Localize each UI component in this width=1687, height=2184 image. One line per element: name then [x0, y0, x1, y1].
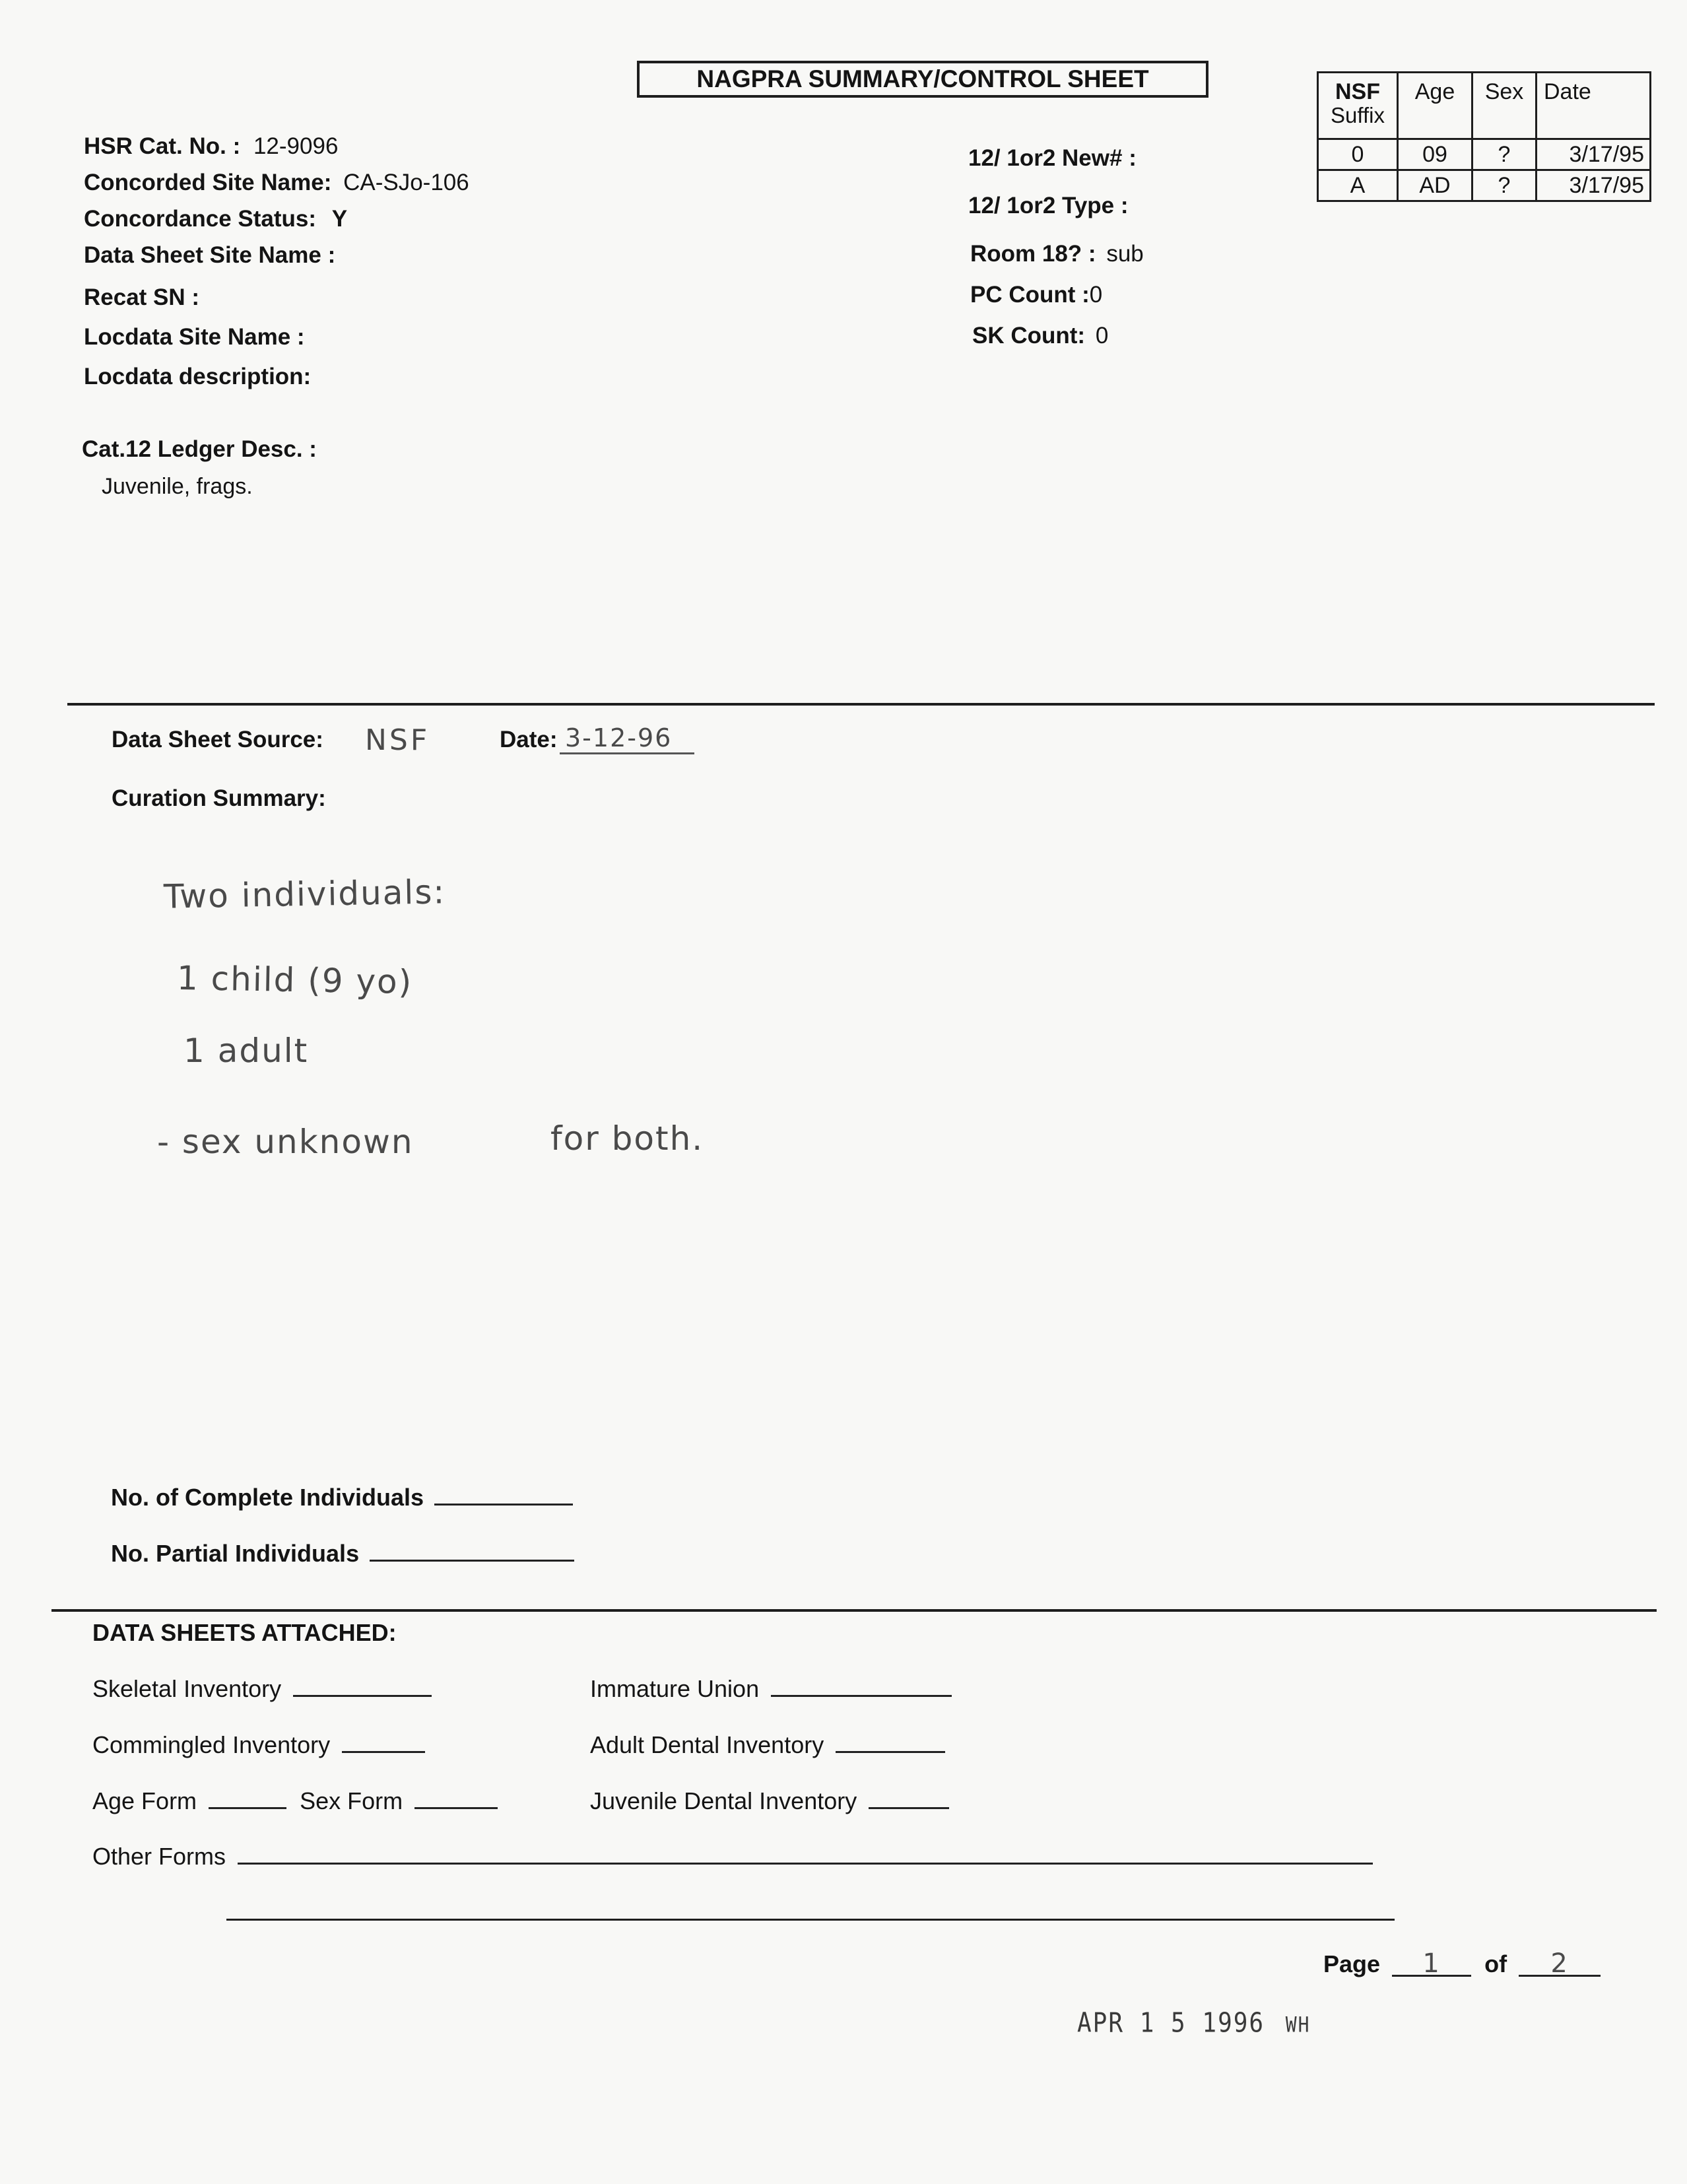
page-total: 2 — [1519, 1948, 1601, 1977]
concordance-label: Concordance Status: — [84, 206, 316, 232]
other-forms-continuation-line[interactable] — [226, 1919, 1395, 1921]
skeletal-label: Skeletal Inventory — [92, 1675, 282, 1702]
curation-note-line: - sex unknown — [157, 1123, 414, 1161]
date-value: 3-12-96 — [560, 723, 694, 754]
type-label: 12/ 1or2 Type : — [968, 193, 1129, 218]
nsf-header-sex: Sex — [1472, 73, 1537, 139]
concordance-row — [84, 206, 347, 232]
section-divider — [51, 1609, 1657, 1612]
complete-individuals-field[interactable] — [434, 1482, 573, 1506]
sk-count-row — [972, 323, 1108, 349]
table-cell: 0 — [1318, 139, 1398, 170]
commingled-row — [92, 1730, 425, 1759]
locdata-desc-label: Locdata description: — [84, 364, 312, 389]
pc-count-label: PC Count : — [970, 282, 1090, 308]
nsf-header-cell — [1318, 73, 1398, 139]
stamp-initials: WH — [1285, 2012, 1311, 2037]
commingled-label: Commingled Inventory — [92, 1731, 331, 1758]
juvenile-dental-label: Juvenile Dental Inventory — [590, 1787, 857, 1814]
ledger-label: Cat.12 Ledger Desc. : — [82, 436, 317, 462]
curation-note-line: 1 child (9 yo) — [176, 958, 413, 1002]
age-form-field[interactable] — [209, 1786, 286, 1809]
commingled-field[interactable] — [342, 1730, 425, 1753]
skeletal-field[interactable] — [293, 1674, 432, 1697]
new-num-label: 12/ 1or2 New# : — [968, 145, 1137, 171]
curation-note-line: 1 adult — [183, 1032, 309, 1070]
partial-individuals-label: No. Partial Individuals — [111, 1540, 360, 1567]
table-row — [1318, 139, 1651, 170]
pagination — [1323, 1948, 1601, 1978]
sex-form-field[interactable] — [414, 1786, 498, 1809]
form-title-text: NAGPRA SUMMARY/CONTROL SHEET — [696, 65, 1149, 92]
sk-count-value: 0 — [1095, 323, 1109, 348]
page-number: 1 — [1392, 1948, 1471, 1977]
nsf-table-header — [1318, 73, 1651, 139]
hsr-cat-value: 12-9096 — [253, 133, 339, 159]
sex-form-label: Sex Form — [300, 1787, 403, 1814]
site-name-label: Concorded Site Name: — [84, 170, 332, 195]
date-label: Date: — [500, 727, 558, 752]
sk-count-label: SK Count: — [972, 323, 1086, 348]
adult-dental-field[interactable] — [836, 1730, 945, 1753]
age-sex-row — [92, 1786, 498, 1815]
room-label: Room 18? : — [970, 241, 1096, 267]
immature-field[interactable] — [771, 1674, 952, 1697]
of-label: of — [1484, 1950, 1507, 1977]
ledger-value: Juvenile, frags. — [102, 474, 253, 499]
attached-heading: DATA SHEETS ATTACHED: — [92, 1619, 397, 1646]
adult-dental-row — [590, 1730, 945, 1759]
juvenile-dental-field[interactable] — [869, 1786, 949, 1809]
nsf-header-age: Age — [1398, 73, 1472, 139]
source-label: Data Sheet Source: — [112, 727, 323, 752]
section-divider — [67, 703, 1655, 706]
complete-individuals-label: No. of Complete Individuals — [111, 1484, 424, 1511]
nsf-header-nsf: NSF — [1335, 79, 1380, 104]
room-row — [970, 241, 1144, 267]
table-cell: AD — [1398, 170, 1472, 201]
site-name-value: CA-SJo-106 — [343, 170, 469, 195]
immature-label: Immature Union — [590, 1675, 760, 1702]
data-sheet-site-label: Data Sheet Site Name : — [84, 242, 336, 268]
room-value: sub — [1106, 241, 1144, 267]
source-value: NSF — [365, 723, 430, 757]
pc-count-row — [970, 282, 1102, 308]
table-cell: ? — [1472, 139, 1537, 170]
nsf-table — [1317, 71, 1651, 202]
curation-note-line: Two individuals: — [163, 873, 446, 916]
juvenile-dental-row — [590, 1786, 949, 1815]
partial-individuals-row — [111, 1539, 574, 1568]
pc-count-value: 0 — [1089, 282, 1103, 308]
locdata-site-label: Locdata Site Name : — [84, 324, 305, 350]
hsr-cat-row — [84, 133, 338, 160]
age-form-label: Age Form — [92, 1787, 197, 1814]
hsr-cat-label: HSR Cat. No. : — [84, 133, 241, 159]
form-title — [637, 61, 1208, 98]
table-cell: 3/17/95 — [1537, 139, 1651, 170]
table-cell: 3/17/95 — [1537, 170, 1651, 201]
adult-dental-label: Adult Dental Inventory — [590, 1731, 824, 1758]
nsf-header-date: Date — [1537, 73, 1651, 139]
table-cell: A — [1318, 170, 1398, 201]
stamp-date: APR 1 5 1996 — [1077, 2007, 1265, 2039]
other-forms-field[interactable] — [238, 1841, 1373, 1865]
curation-note-line: for both. — [550, 1119, 704, 1158]
page-label: Page — [1323, 1950, 1381, 1977]
other-forms-label: Other Forms — [92, 1843, 226, 1870]
curation-label: Curation Summary: — [112, 785, 326, 811]
table-row — [1318, 170, 1651, 201]
other-forms-row — [92, 1841, 1373, 1870]
table-cell: 09 — [1398, 139, 1472, 170]
partial-individuals-field[interactable] — [370, 1539, 574, 1562]
skeletal-row — [92, 1674, 432, 1703]
concordance-value: Y — [331, 206, 348, 232]
nsf-header-suffix: Suffix — [1331, 103, 1385, 127]
received-stamp — [1077, 2008, 1311, 2039]
complete-individuals-row — [111, 1482, 573, 1511]
recat-label: Recat SN : — [84, 284, 200, 310]
table-cell: ? — [1472, 170, 1537, 201]
immature-row — [590, 1674, 952, 1703]
site-name-row — [84, 170, 469, 196]
